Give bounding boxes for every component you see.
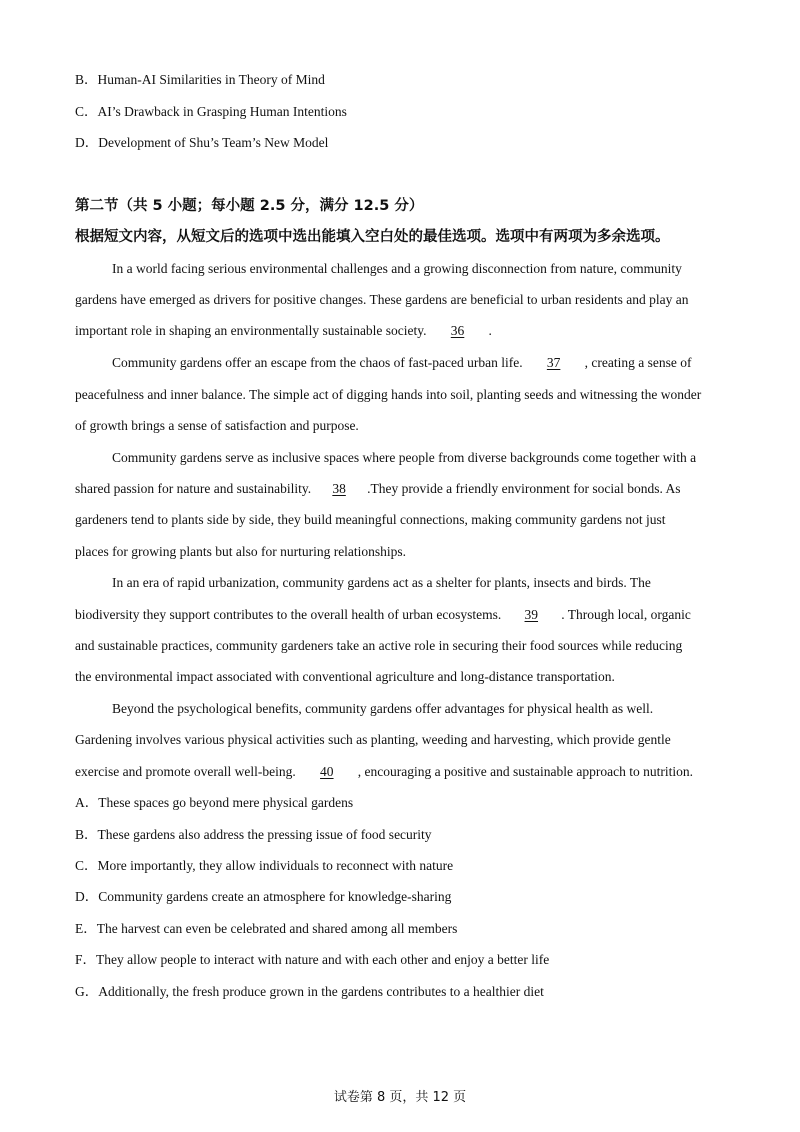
prev-option-c: C．AI’s Drawback in Grasping Human Intentions (75, 104, 347, 119)
p4-line2 (75, 606, 691, 624)
p5-line2: Gardening involves various physical activities such as planting, weeding and harvesting, which provide gentle (75, 732, 671, 747)
p4-line2-text: biodiversity they support contributes to the overall health of urban ecosystems. (75, 607, 502, 622)
p2-line1-text: Community gardens offer an escape from the chaos of fast-paced urban life. (112, 355, 523, 370)
p3-line3: gardeners tend to plants side by side, they build meaningful connections, making community gardens not just (75, 512, 666, 527)
p1-line3-text: important role in shaping an environmentally sustainable society. (75, 323, 427, 338)
blank-38: 38 (332, 481, 346, 496)
p2-line2: peacefulness and inner balance. The simple act of digging hands into soil, planting seeds and witnessing the wonder (75, 387, 702, 402)
p2-line1-end: , creating a sense of (584, 355, 692, 370)
option-d: D．Community gardens create an atmosphere for knowledge-sharing (75, 889, 452, 904)
section-instruction: 根据短文内容，从短文后的选项中选出能填入空白处的最佳选项。选项中有两项为多余选项。 (75, 229, 670, 245)
prev-option-d: D．Development of Shu’s Team’s New Model (75, 135, 329, 150)
p3-line1: Community gardens serve as inclusive spaces where people from diverse backgrounds come together with a (112, 450, 697, 465)
blank-40: 40 (320, 764, 334, 779)
blank-39: 39 (524, 607, 539, 622)
p4-line1: In an era of rapid urbanization, community gardens act as a shelter for plants, insects and birds. The (112, 575, 651, 590)
p1-line3 (75, 322, 492, 340)
section-title: 第二节（共 5 小题；每小题 2.5 分，满分 12.5 分） (75, 198, 424, 214)
p4-line3: and sustainable practices, community gardeners take an active role in securing their food sources while reducing (75, 638, 683, 653)
p1-line2: gardens have emerged as drivers for positive changes. These gardens are beneficial to urban residents and play an (75, 292, 689, 307)
blank-37: 37 (546, 355, 561, 370)
option-c: C．More importantly, they allow individuals to reconnect with nature (75, 858, 454, 873)
p3-line2-end: .They provide a friendly environment for social bonds. As (367, 481, 681, 496)
option-f: F．They allow people to interact with nature and with each other and enjoy a better life (75, 952, 550, 967)
p4-line2-end: . Through local, organic (561, 607, 691, 622)
page-footer: 试卷第 8 页，共 12 页 (333, 1090, 467, 1105)
p5-line1: Beyond the psychological benefits, community gardens offer advantages for physical health as well. (112, 701, 654, 716)
p5-line3-end: , encouraging a positive and sustainable approach to nutrition. (357, 764, 693, 779)
p2-line3: of growth brings a sense of satisfaction and purpose. (75, 418, 359, 433)
option-g: G．Additionally, the fresh produce grown in the gardens contributes to a healthier diet (75, 984, 544, 999)
p2-line1 (112, 354, 691, 372)
p4-line4: the environmental impact associated with conventional agriculture and long-distance transportation. (75, 669, 615, 684)
p1-line1: In a world facing serious environmental challenges and a growing disconnection from nature, community (112, 261, 682, 276)
option-a: A．These spaces go beyond mere physical gardens (75, 795, 354, 810)
p1-line3-end: . (488, 323, 492, 338)
p3-line4: places for growing plants but also for nurturing relationships. (75, 544, 407, 559)
prev-option-b: B．Human-AI Similarities in Theory of Mind (75, 72, 325, 87)
blank-36: 36 (450, 323, 465, 338)
p3-line2 (75, 480, 681, 498)
option-b: B．These gardens also address the pressing issue of food security (75, 827, 432, 842)
option-e: E．The harvest can even be celebrated and shared among all members (75, 921, 458, 936)
p5-line3-text: exercise and promote overall well-being. (75, 764, 296, 779)
p3-line2-text: shared passion for nature and sustainability. (75, 481, 312, 496)
p5-line3 (75, 763, 693, 781)
